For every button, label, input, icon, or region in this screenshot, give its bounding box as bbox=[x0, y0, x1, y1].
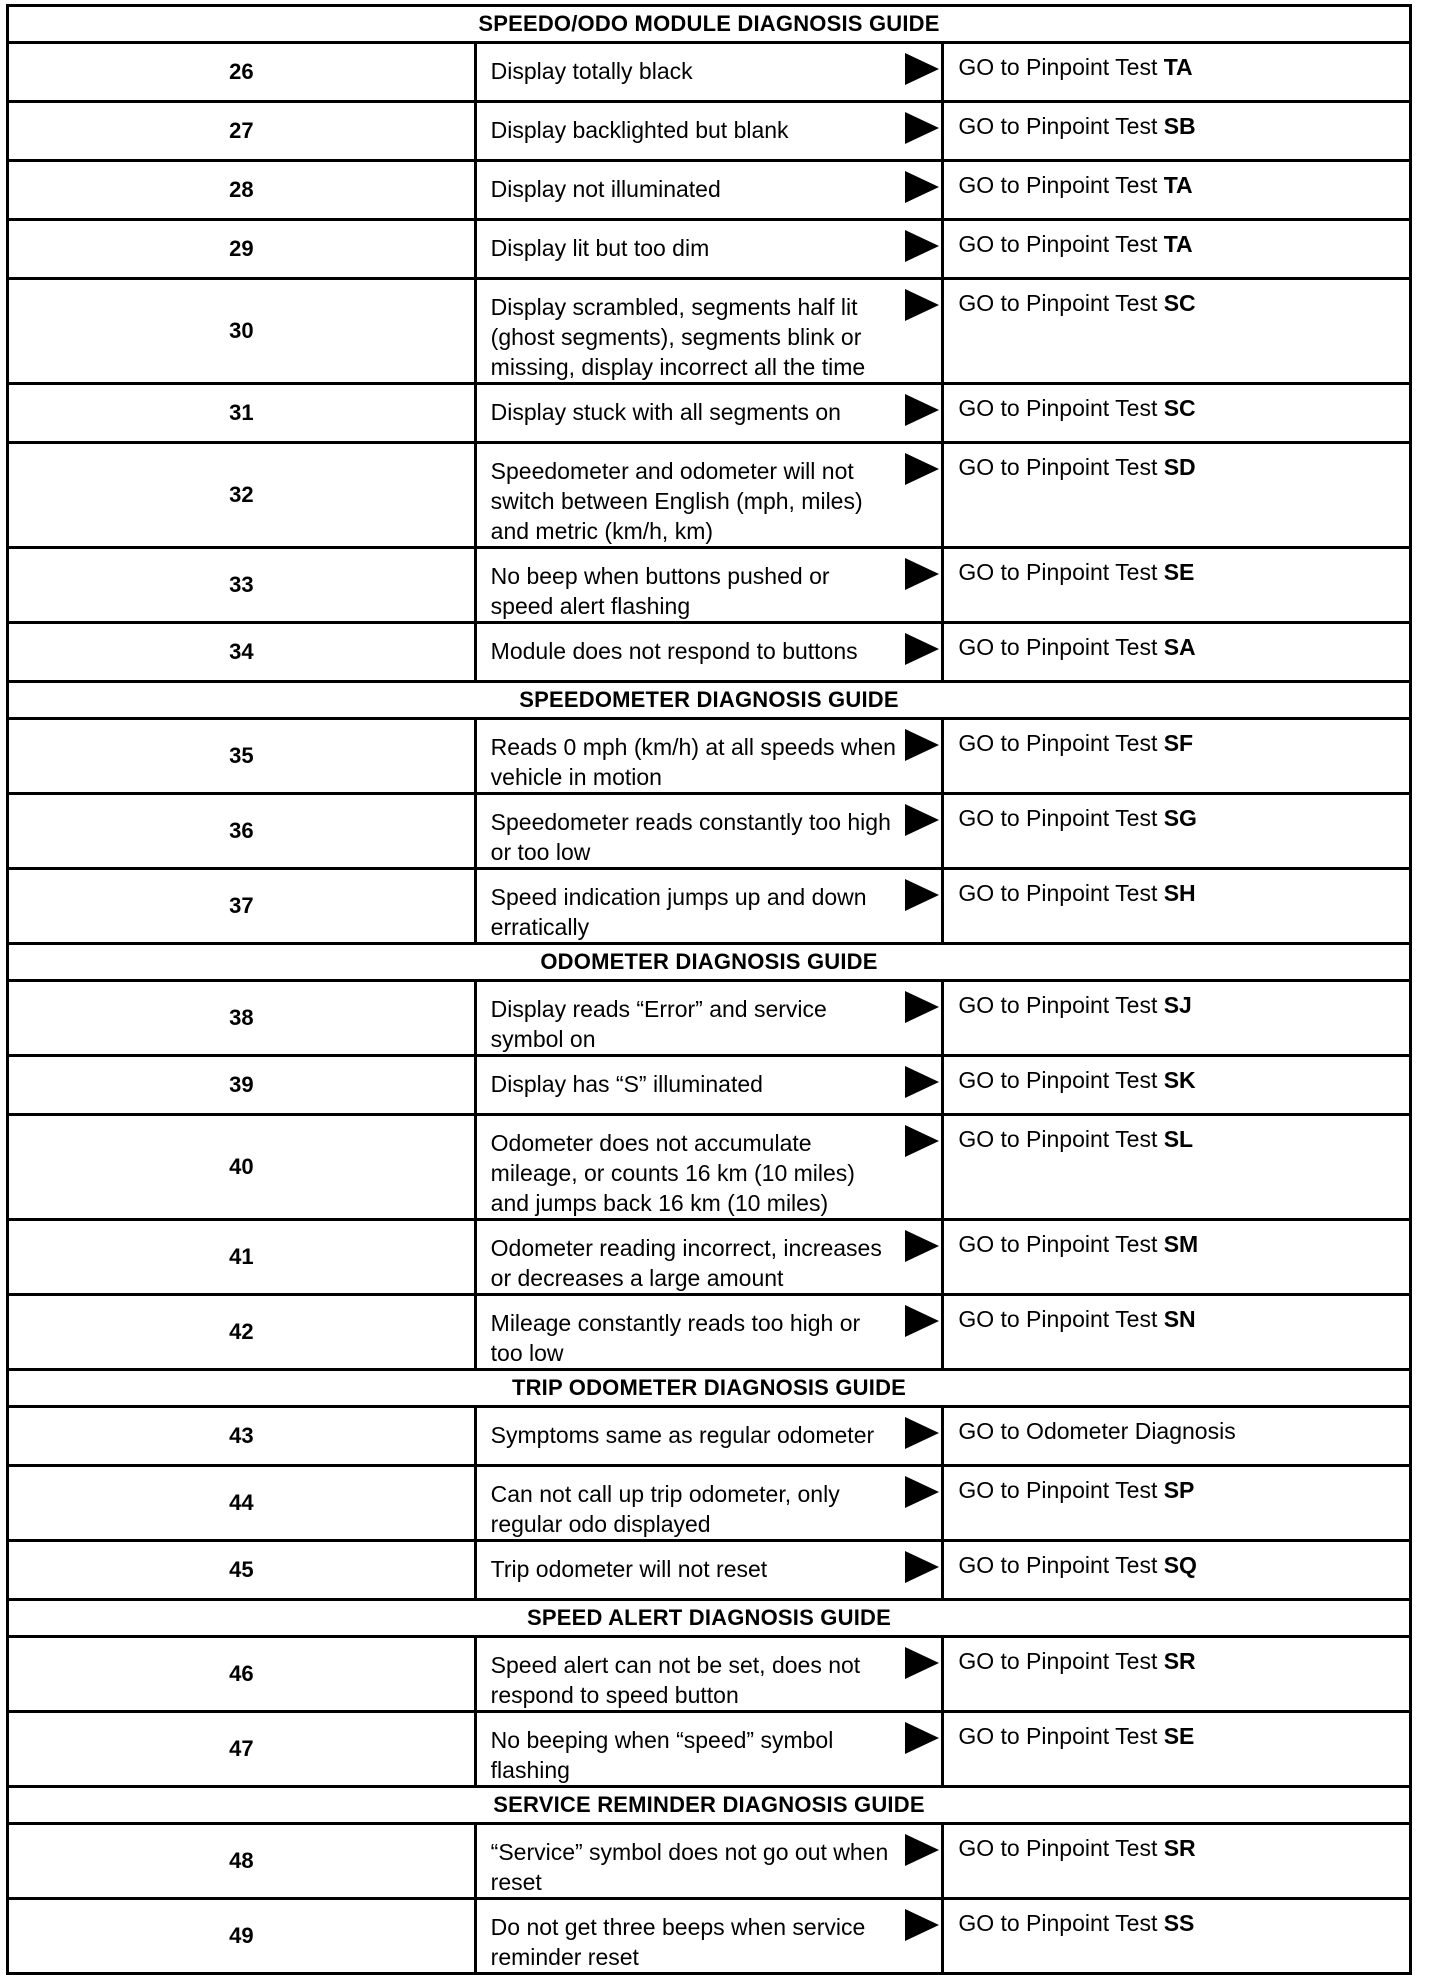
condition-number: 49 bbox=[8, 1899, 476, 1974]
arrow-right-icon bbox=[905, 633, 939, 665]
symptom-cell bbox=[475, 1056, 943, 1115]
action-text: GO to Pinpoint Test bbox=[958, 1126, 1158, 1152]
arrow-right-icon bbox=[905, 1647, 939, 1679]
arrow-right-icon bbox=[905, 1909, 939, 1941]
symptom-cell bbox=[475, 981, 943, 1056]
symptom-text: “Service” symbol does not go out when reset bbox=[490, 1839, 889, 1895]
symptom-text: Trip odometer will not reset bbox=[490, 1556, 768, 1582]
symptom-cell bbox=[475, 279, 943, 384]
condition-number: 39 bbox=[8, 1056, 476, 1115]
table-row bbox=[8, 43, 1411, 102]
symptom-cell bbox=[475, 1295, 943, 1370]
condition-number: 29 bbox=[8, 220, 476, 279]
section-header-row bbox=[8, 944, 1411, 981]
section-title: SPEEDOMETER DIAGNOSIS GUIDE bbox=[8, 682, 1411, 719]
arrow-right-icon bbox=[905, 230, 939, 262]
arrow-right-icon bbox=[905, 1305, 939, 1337]
pinpoint-test-code: SM bbox=[1163, 1231, 1199, 1257]
pinpoint-test-code: SP bbox=[1163, 1477, 1195, 1503]
symptom-text: Odometer reading incorrect, increases or decreases a large amount bbox=[490, 1235, 882, 1291]
action-cell bbox=[943, 1712, 1411, 1787]
action-text: GO to Pinpoint Test bbox=[958, 1910, 1158, 1936]
section-header-row bbox=[8, 1600, 1411, 1637]
pinpoint-test-code: SE bbox=[1163, 1723, 1195, 1749]
symptom-text: Symptoms same as regular odometer bbox=[490, 1422, 875, 1448]
symptom-text: Speed alert can not be set, does not respond to speed button bbox=[490, 1652, 861, 1708]
table-row bbox=[8, 1637, 1411, 1712]
symptom-cell bbox=[475, 1220, 943, 1295]
table-row bbox=[8, 1466, 1411, 1541]
pinpoint-test-code: SD bbox=[1163, 454, 1196, 480]
table-row bbox=[8, 981, 1411, 1056]
pinpoint-test-code: SF bbox=[1163, 730, 1194, 756]
symptom-cell bbox=[475, 1115, 943, 1220]
symptom-text: Display lit but too dim bbox=[490, 235, 710, 261]
action-text: GO to Pinpoint Test bbox=[958, 1723, 1158, 1749]
condition-number: 35 bbox=[8, 719, 476, 794]
action-text: GO to Pinpoint Test bbox=[958, 1835, 1158, 1861]
pinpoint-test-code: TA bbox=[1163, 231, 1193, 257]
action-cell bbox=[943, 220, 1411, 279]
symptom-text: Display backlighted but blank bbox=[490, 117, 789, 143]
arrow-right-icon bbox=[905, 1476, 939, 1508]
action-cell bbox=[943, 1637, 1411, 1712]
condition-number: 30 bbox=[8, 279, 476, 384]
action-text: GO to Pinpoint Test bbox=[958, 172, 1158, 198]
table-row bbox=[8, 1295, 1411, 1370]
table-row bbox=[8, 719, 1411, 794]
action-cell bbox=[943, 623, 1411, 682]
arrow-right-icon bbox=[905, 1417, 939, 1449]
section-header-row bbox=[8, 6, 1411, 43]
pinpoint-test-code: SQ bbox=[1163, 1552, 1197, 1578]
symptom-cell bbox=[475, 220, 943, 279]
table-row bbox=[8, 443, 1411, 548]
symptom-text: Display totally black bbox=[490, 58, 693, 84]
action-text: GO to Pinpoint Test bbox=[958, 1552, 1158, 1578]
symptom-text: Display scrambled, segments half lit (ghost segments), segments blink or missing, display incorrect all the time bbox=[490, 294, 866, 380]
table-row bbox=[8, 220, 1411, 279]
action-text: GO to Odometer Diagnosis bbox=[958, 1418, 1236, 1444]
condition-number: 47 bbox=[8, 1712, 476, 1787]
table-row bbox=[8, 1712, 1411, 1787]
symptom-cell bbox=[475, 1466, 943, 1541]
arrow-right-icon bbox=[905, 1834, 939, 1866]
table-row bbox=[8, 384, 1411, 443]
symptom-text: No beeping when “speed” symbol flashing bbox=[490, 1727, 834, 1783]
action-cell bbox=[943, 443, 1411, 548]
symptom-text: Display not illuminated bbox=[490, 176, 721, 202]
arrow-right-icon bbox=[905, 112, 939, 144]
table-row bbox=[8, 1824, 1411, 1899]
condition-number: 45 bbox=[8, 1541, 476, 1600]
action-text: GO to Pinpoint Test bbox=[958, 880, 1158, 906]
symptom-text: Reads 0 mph (km/h) at all speeds when vehicle in motion bbox=[490, 734, 896, 790]
action-text: GO to Pinpoint Test bbox=[958, 231, 1158, 257]
arrow-right-icon bbox=[905, 453, 939, 485]
arrow-right-icon bbox=[905, 879, 939, 911]
symptom-cell bbox=[475, 161, 943, 220]
arrow-right-icon bbox=[905, 1066, 939, 1098]
action-text: GO to Pinpoint Test bbox=[958, 454, 1158, 480]
condition-number: 44 bbox=[8, 1466, 476, 1541]
action-cell bbox=[943, 1541, 1411, 1600]
section-title: SPEEDO/ODO MODULE DIAGNOSIS GUIDE bbox=[8, 6, 1411, 43]
action-cell bbox=[943, 43, 1411, 102]
symptom-cell bbox=[475, 869, 943, 944]
action-cell bbox=[943, 279, 1411, 384]
condition-number: 46 bbox=[8, 1637, 476, 1712]
pinpoint-test-code: SR bbox=[1163, 1835, 1196, 1861]
condition-number: 31 bbox=[8, 384, 476, 443]
symptom-text: Speedometer reads constantly too high or too low bbox=[490, 809, 891, 865]
section-header-row bbox=[8, 682, 1411, 719]
symptom-cell bbox=[475, 1824, 943, 1899]
action-cell bbox=[943, 1056, 1411, 1115]
symptom-cell bbox=[475, 1712, 943, 1787]
symptom-cell bbox=[475, 384, 943, 443]
action-cell bbox=[943, 794, 1411, 869]
table-row bbox=[8, 869, 1411, 944]
symptom-cell bbox=[475, 443, 943, 548]
condition-number: 40 bbox=[8, 1115, 476, 1220]
action-cell bbox=[943, 869, 1411, 944]
condition-number: 38 bbox=[8, 981, 476, 1056]
arrow-right-icon bbox=[905, 1230, 939, 1262]
action-text: GO to Pinpoint Test bbox=[958, 1477, 1158, 1503]
symptom-cell bbox=[475, 548, 943, 623]
condition-number: 32 bbox=[8, 443, 476, 548]
symptom-cell bbox=[475, 102, 943, 161]
section-header-row bbox=[8, 1370, 1411, 1407]
table-row bbox=[8, 1220, 1411, 1295]
action-text: GO to Pinpoint Test bbox=[958, 730, 1158, 756]
pinpoint-test-code: SS bbox=[1163, 1910, 1195, 1936]
action-text: GO to Pinpoint Test bbox=[958, 395, 1158, 421]
symptom-cell bbox=[475, 1407, 943, 1466]
arrow-right-icon bbox=[905, 804, 939, 836]
condition-number: 43 bbox=[8, 1407, 476, 1466]
arrow-right-icon bbox=[905, 991, 939, 1023]
symptom-text: Display has “S” illuminated bbox=[490, 1071, 763, 1097]
pinpoint-test-code: SJ bbox=[1163, 992, 1192, 1018]
symptom-cell bbox=[475, 1541, 943, 1600]
pinpoint-test-code: SG bbox=[1163, 805, 1197, 831]
pinpoint-test-code: SK bbox=[1163, 1067, 1196, 1093]
pinpoint-test-code: SC bbox=[1163, 395, 1196, 421]
action-cell bbox=[943, 719, 1411, 794]
symptom-text: Display reads “Error” and service symbol on bbox=[490, 996, 827, 1052]
arrow-right-icon bbox=[905, 1551, 939, 1583]
arrow-right-icon bbox=[905, 1722, 939, 1754]
symptom-cell bbox=[475, 719, 943, 794]
table-row bbox=[8, 1115, 1411, 1220]
condition-number: 42 bbox=[8, 1295, 476, 1370]
action-text: GO to Pinpoint Test bbox=[958, 113, 1158, 139]
arrow-right-icon bbox=[905, 1125, 939, 1157]
action-cell bbox=[943, 161, 1411, 220]
action-cell bbox=[943, 1466, 1411, 1541]
symptom-cell bbox=[475, 794, 943, 869]
action-text: GO to Pinpoint Test bbox=[958, 290, 1158, 316]
arrow-right-icon bbox=[905, 558, 939, 590]
pinpoint-test-code: SL bbox=[1163, 1126, 1194, 1152]
arrow-right-icon bbox=[905, 53, 939, 85]
pinpoint-test-code: SR bbox=[1163, 1648, 1196, 1674]
symptom-text: Display stuck with all segments on bbox=[490, 399, 841, 425]
table-row bbox=[8, 1541, 1411, 1600]
arrow-right-icon bbox=[905, 289, 939, 321]
symptom-text: Mileage constantly reads too high or too low bbox=[490, 1310, 861, 1366]
action-cell bbox=[943, 1407, 1411, 1466]
symptom-cell bbox=[475, 623, 943, 682]
section-title: TRIP ODOMETER DIAGNOSIS GUIDE bbox=[8, 1370, 1411, 1407]
section-header-row bbox=[8, 1787, 1411, 1824]
action-cell bbox=[943, 1220, 1411, 1295]
table-row bbox=[8, 794, 1411, 869]
condition-number: 41 bbox=[8, 1220, 476, 1295]
action-text: GO to Pinpoint Test bbox=[958, 1648, 1158, 1674]
table-row bbox=[8, 1056, 1411, 1115]
diagnosis-guide-page bbox=[6, 4, 1412, 1975]
arrow-right-icon bbox=[905, 171, 939, 203]
section-title: ODOMETER DIAGNOSIS GUIDE bbox=[8, 944, 1411, 981]
action-text: GO to Pinpoint Test bbox=[958, 54, 1158, 80]
table-row bbox=[8, 102, 1411, 161]
condition-number: 36 bbox=[8, 794, 476, 869]
symptom-text: Do not get three beeps when service reminder reset bbox=[490, 1914, 866, 1970]
action-cell bbox=[943, 548, 1411, 623]
condition-number: 37 bbox=[8, 869, 476, 944]
action-text: GO to Pinpoint Test bbox=[958, 805, 1158, 831]
condition-number: 27 bbox=[8, 102, 476, 161]
action-text: GO to Pinpoint Test bbox=[958, 559, 1158, 585]
section-title: SERVICE REMINDER DIAGNOSIS GUIDE bbox=[8, 1787, 1411, 1824]
table-row bbox=[8, 279, 1411, 384]
section-title: SPEED ALERT DIAGNOSIS GUIDE bbox=[8, 1600, 1411, 1637]
action-text: GO to Pinpoint Test bbox=[958, 1306, 1158, 1332]
table-row bbox=[8, 1407, 1411, 1466]
symptom-text: Can not call up trip odometer, only regular odo displayed bbox=[490, 1481, 840, 1537]
pinpoint-test-code: SB bbox=[1163, 113, 1196, 139]
symptom-cell bbox=[475, 43, 943, 102]
table-row bbox=[8, 623, 1411, 682]
action-text: GO to Pinpoint Test bbox=[958, 1231, 1158, 1257]
action-cell bbox=[943, 1295, 1411, 1370]
pinpoint-test-code: SA bbox=[1163, 634, 1196, 660]
action-text: GO to Pinpoint Test bbox=[958, 1067, 1158, 1093]
action-cell bbox=[943, 102, 1411, 161]
arrow-right-icon bbox=[905, 394, 939, 426]
action-cell bbox=[943, 384, 1411, 443]
pinpoint-test-code: TA bbox=[1163, 54, 1193, 80]
symptom-text: Speed indication jumps up and down erratically bbox=[490, 884, 867, 940]
pinpoint-test-code: SC bbox=[1163, 290, 1196, 316]
action-cell bbox=[943, 1899, 1411, 1974]
condition-number: 33 bbox=[8, 548, 476, 623]
diagnosis-guide-table bbox=[6, 4, 1412, 1975]
condition-number: 48 bbox=[8, 1824, 476, 1899]
pinpoint-test-code: TA bbox=[1163, 172, 1193, 198]
symptom-text: Speedometer and odometer will not switch between English (mph, miles) and metric (km/h, km) bbox=[490, 458, 863, 544]
table-row bbox=[8, 1899, 1411, 1974]
pinpoint-test-code: SN bbox=[1163, 1306, 1196, 1332]
symptom-text: Odometer does not accumulate mileage, or counts 16 km (10 miles) and jumps back 16 km (10 miles) bbox=[490, 1130, 855, 1216]
pinpoint-test-code: SE bbox=[1163, 559, 1195, 585]
condition-number: 34 bbox=[8, 623, 476, 682]
table-row bbox=[8, 161, 1411, 220]
action-text: GO to Pinpoint Test bbox=[958, 634, 1158, 660]
symptom-cell bbox=[475, 1637, 943, 1712]
symptom-text: No beep when buttons pushed or speed alert flashing bbox=[490, 563, 830, 619]
action-cell bbox=[943, 1115, 1411, 1220]
condition-number: 26 bbox=[8, 43, 476, 102]
action-text: GO to Pinpoint Test bbox=[958, 992, 1158, 1018]
symptom-text: Module does not respond to buttons bbox=[490, 638, 858, 664]
action-cell bbox=[943, 1824, 1411, 1899]
table-row bbox=[8, 548, 1411, 623]
arrow-right-icon bbox=[905, 729, 939, 761]
symptom-cell bbox=[475, 1899, 943, 1974]
action-cell bbox=[943, 981, 1411, 1056]
condition-number: 28 bbox=[8, 161, 476, 220]
pinpoint-test-code: SH bbox=[1163, 880, 1196, 906]
